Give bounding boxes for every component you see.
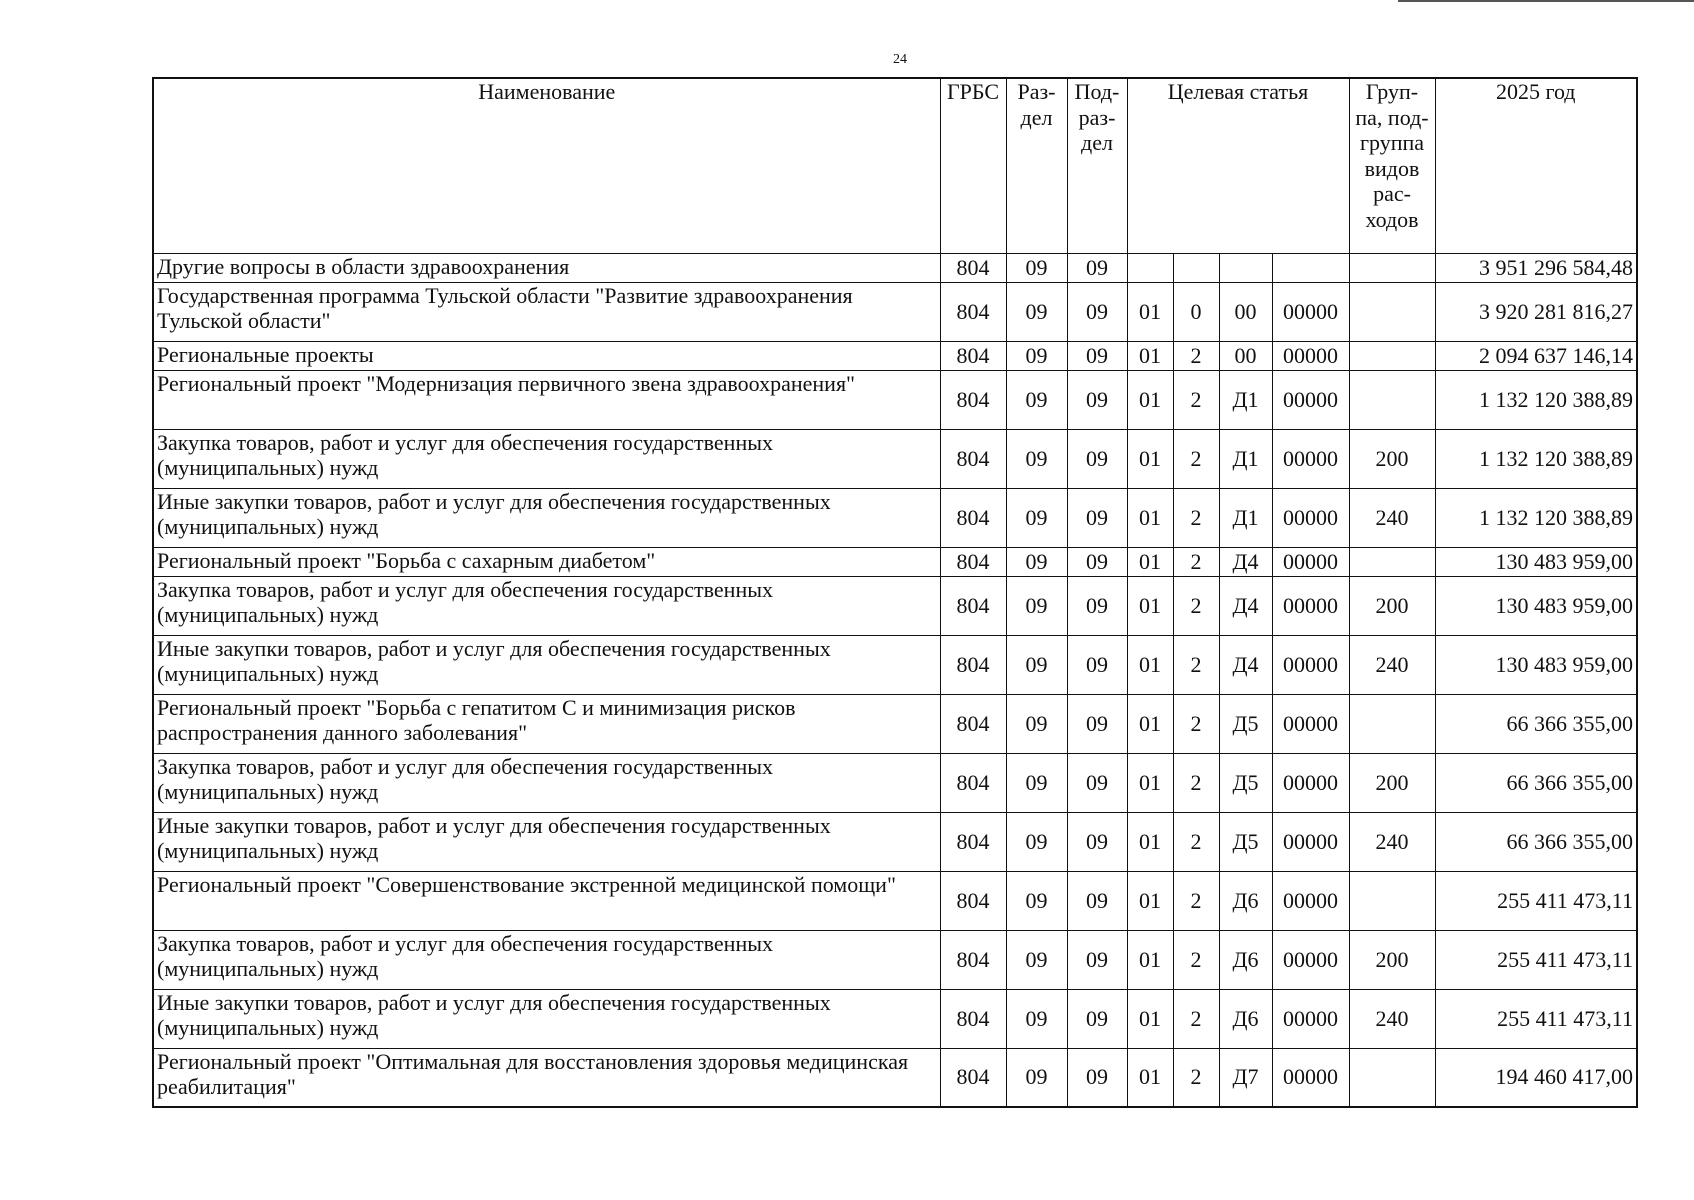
row-name: Иные закупки товаров, работ и услуг для обеспечения государственных (муниципальных) нужд bbox=[153, 812, 940, 871]
row-name: Закупка товаров, работ и услуг для обеспечения государственных (муниципальных) нужд bbox=[153, 429, 940, 488]
table-body bbox=[153, 253, 1637, 1107]
row-target-code: 00000 bbox=[1272, 576, 1349, 635]
top-edge-line bbox=[1398, 0, 1694, 2]
row-target-program: 01 bbox=[1127, 871, 1173, 930]
row-podrazdel: 09 bbox=[1067, 547, 1127, 576]
row-target-program: 01 bbox=[1127, 370, 1173, 429]
row-expense-group bbox=[1349, 282, 1435, 341]
row-target-code: 00000 bbox=[1272, 930, 1349, 989]
table-row bbox=[153, 341, 1637, 370]
row-target-type: 2 bbox=[1173, 547, 1219, 576]
row-target-program: 01 bbox=[1127, 989, 1173, 1048]
row-target-program: 01 bbox=[1127, 694, 1173, 753]
row-razdel: 09 bbox=[1006, 871, 1067, 930]
row-target-direction: Д4 bbox=[1219, 635, 1272, 694]
row-expense-group: 200 bbox=[1349, 576, 1435, 635]
row-target-program: 01 bbox=[1127, 282, 1173, 341]
row-name: Государственная программа Тульской области "Развитие здравоохранения Тульской области" bbox=[153, 282, 940, 341]
row-target-program: 01 bbox=[1127, 547, 1173, 576]
row-target-code: 00000 bbox=[1272, 635, 1349, 694]
header-name: Наименование bbox=[153, 78, 940, 253]
row-podrazdel: 09 bbox=[1067, 282, 1127, 341]
row-podrazdel: 09 bbox=[1067, 635, 1127, 694]
row-podrazdel: 09 bbox=[1067, 812, 1127, 871]
row-razdel: 09 bbox=[1006, 694, 1067, 753]
row-target-program: 01 bbox=[1127, 488, 1173, 547]
row-razdel: 09 bbox=[1006, 989, 1067, 1048]
row-target-type: 2 bbox=[1173, 753, 1219, 812]
row-name: Закупка товаров, работ и услуг для обеспечения государственных (муниципальных) нужд bbox=[153, 576, 940, 635]
row-podrazdel: 09 bbox=[1067, 930, 1127, 989]
row-target-code: 00000 bbox=[1272, 547, 1349, 576]
header-row bbox=[153, 78, 1637, 253]
row-podrazdel: 09 bbox=[1067, 989, 1127, 1048]
row-grbs: 804 bbox=[940, 547, 1006, 576]
row-amount: 130 483 959,00 bbox=[1435, 547, 1637, 576]
row-amount: 1 132 120 388,89 bbox=[1435, 370, 1637, 429]
row-amount: 130 483 959,00 bbox=[1435, 635, 1637, 694]
table-row bbox=[153, 547, 1637, 576]
row-grbs: 804 bbox=[940, 253, 1006, 282]
row-amount: 1 132 120 388,89 bbox=[1435, 488, 1637, 547]
budget-table bbox=[152, 77, 1638, 1108]
row-expense-group bbox=[1349, 871, 1435, 930]
row-amount: 66 366 355,00 bbox=[1435, 694, 1637, 753]
row-expense-group: 240 bbox=[1349, 812, 1435, 871]
row-target-type bbox=[1173, 253, 1219, 282]
row-grbs: 804 bbox=[940, 576, 1006, 635]
row-amount: 255 411 473,11 bbox=[1435, 930, 1637, 989]
row-target-program: 01 bbox=[1127, 753, 1173, 812]
row-target-program: 01 bbox=[1127, 930, 1173, 989]
row-razdel: 09 bbox=[1006, 635, 1067, 694]
row-target-code: 00000 bbox=[1272, 429, 1349, 488]
row-target-direction: Д4 bbox=[1219, 547, 1272, 576]
row-target-program: 01 bbox=[1127, 341, 1173, 370]
row-expense-group: 200 bbox=[1349, 429, 1435, 488]
table-row bbox=[153, 694, 1637, 753]
row-target-direction: Д1 bbox=[1219, 370, 1272, 429]
row-razdel: 09 bbox=[1006, 1048, 1067, 1107]
row-razdel: 09 bbox=[1006, 488, 1067, 547]
row-target-code: 00000 bbox=[1272, 871, 1349, 930]
header-target-article: Целевая статья bbox=[1127, 78, 1349, 253]
row-amount: 2 094 637 146,14 bbox=[1435, 341, 1637, 370]
row-target-direction: Д5 bbox=[1219, 812, 1272, 871]
row-podrazdel: 09 bbox=[1067, 370, 1127, 429]
row-razdel: 09 bbox=[1006, 753, 1067, 812]
table-row bbox=[153, 429, 1637, 488]
row-grbs: 804 bbox=[940, 635, 1006, 694]
row-target-program: 01 bbox=[1127, 576, 1173, 635]
row-grbs: 804 bbox=[940, 871, 1006, 930]
table-row bbox=[153, 282, 1637, 341]
row-amount: 66 366 355,00 bbox=[1435, 812, 1637, 871]
table-row bbox=[153, 1048, 1637, 1107]
row-expense-group: 200 bbox=[1349, 930, 1435, 989]
row-grbs: 804 bbox=[940, 694, 1006, 753]
row-grbs: 804 bbox=[940, 429, 1006, 488]
row-target-direction: Д4 bbox=[1219, 576, 1272, 635]
row-grbs: 804 bbox=[940, 488, 1006, 547]
row-target-program: 01 bbox=[1127, 635, 1173, 694]
row-target-direction: Д5 bbox=[1219, 753, 1272, 812]
row-amount: 3 920 281 816,27 bbox=[1435, 282, 1637, 341]
row-expense-group bbox=[1349, 547, 1435, 576]
table-row bbox=[153, 370, 1637, 429]
row-name: Иные закупки товаров, работ и услуг для обеспечения государственных (муниципальных) нужд bbox=[153, 635, 940, 694]
row-target-code: 00000 bbox=[1272, 282, 1349, 341]
row-name: Другие вопросы в области здравоохранения bbox=[153, 253, 940, 282]
row-target-type: 2 bbox=[1173, 341, 1219, 370]
row-expense-group bbox=[1349, 370, 1435, 429]
row-razdel: 09 bbox=[1006, 576, 1067, 635]
row-target-direction: 00 bbox=[1219, 282, 1272, 341]
row-target-type: 2 bbox=[1173, 635, 1219, 694]
row-podrazdel: 09 bbox=[1067, 576, 1127, 635]
table-row bbox=[153, 576, 1637, 635]
row-target-program bbox=[1127, 253, 1173, 282]
row-amount: 1 132 120 388,89 bbox=[1435, 429, 1637, 488]
row-grbs: 804 bbox=[940, 989, 1006, 1048]
row-podrazdel: 09 bbox=[1067, 753, 1127, 812]
table-row bbox=[153, 930, 1637, 989]
row-target-code: 00000 bbox=[1272, 753, 1349, 812]
table-row bbox=[153, 812, 1637, 871]
row-expense-group bbox=[1349, 1048, 1435, 1107]
row-razdel: 09 bbox=[1006, 370, 1067, 429]
row-expense-group bbox=[1349, 694, 1435, 753]
row-target-type: 2 bbox=[1173, 930, 1219, 989]
row-razdel: 09 bbox=[1006, 429, 1067, 488]
row-target-program: 01 bbox=[1127, 812, 1173, 871]
row-razdel: 09 bbox=[1006, 341, 1067, 370]
row-target-code: 00000 bbox=[1272, 370, 1349, 429]
row-expense-group: 240 bbox=[1349, 488, 1435, 547]
row-grbs: 804 bbox=[940, 341, 1006, 370]
row-name: Региональный проект "Модернизация первичного звена здравоохранения" bbox=[153, 370, 940, 429]
table-row bbox=[153, 753, 1637, 812]
row-name: Иные закупки товаров, работ и услуг для обеспечения государственных (муниципальных) нужд bbox=[153, 989, 940, 1048]
row-name: Закупка товаров, работ и услуг для обеспечения государственных (муниципальных) нужд bbox=[153, 753, 940, 812]
row-target-type: 2 bbox=[1173, 429, 1219, 488]
row-target-direction bbox=[1219, 253, 1272, 282]
row-podrazdel: 09 bbox=[1067, 429, 1127, 488]
row-amount: 130 483 959,00 bbox=[1435, 576, 1637, 635]
row-name: Региональный проект "Оптимальная для восстановления здоровья медицинская реабилитация" bbox=[153, 1048, 940, 1107]
row-target-type: 2 bbox=[1173, 488, 1219, 547]
row-target-direction: Д7 bbox=[1219, 1048, 1272, 1107]
row-target-code: 00000 bbox=[1272, 989, 1349, 1048]
row-target-type: 2 bbox=[1173, 370, 1219, 429]
table-row bbox=[153, 871, 1637, 930]
row-target-direction: Д5 bbox=[1219, 694, 1272, 753]
row-target-code: 00000 bbox=[1272, 1048, 1349, 1107]
row-grbs: 804 bbox=[940, 753, 1006, 812]
row-target-direction: Д1 bbox=[1219, 429, 1272, 488]
row-name: Региональные проекты bbox=[153, 341, 940, 370]
row-grbs: 804 bbox=[940, 370, 1006, 429]
row-target-code: 00000 bbox=[1272, 488, 1349, 547]
row-target-direction: 00 bbox=[1219, 341, 1272, 370]
row-target-type: 2 bbox=[1173, 812, 1219, 871]
row-target-type: 2 bbox=[1173, 576, 1219, 635]
row-name: Иные закупки товаров, работ и услуг для обеспечения государственных (муниципальных) нужд bbox=[153, 488, 940, 547]
row-amount: 66 366 355,00 bbox=[1435, 753, 1637, 812]
row-target-direction: Д1 bbox=[1219, 488, 1272, 547]
row-target-code: 00000 bbox=[1272, 694, 1349, 753]
header-expense-group: Груп-па, под-группа видов рас-ходов bbox=[1349, 78, 1435, 253]
row-podrazdel: 09 bbox=[1067, 694, 1127, 753]
header-year: 2025 год bbox=[1435, 78, 1637, 253]
row-podrazdel: 09 bbox=[1067, 488, 1127, 547]
row-expense-group: 240 bbox=[1349, 635, 1435, 694]
row-target-direction: Д6 bbox=[1219, 930, 1272, 989]
page-number: 24 bbox=[893, 52, 907, 67]
row-target-type: 2 bbox=[1173, 694, 1219, 753]
row-razdel: 09 bbox=[1006, 547, 1067, 576]
row-expense-group: 200 bbox=[1349, 753, 1435, 812]
row-target-type: 2 bbox=[1173, 1048, 1219, 1107]
row-grbs: 804 bbox=[940, 1048, 1006, 1107]
header-grbs: ГРБС bbox=[940, 78, 1006, 253]
row-name: Региональный проект "Совершенствование экстренной медицинской помощи" bbox=[153, 871, 940, 930]
row-razdel: 09 bbox=[1006, 812, 1067, 871]
row-grbs: 804 bbox=[940, 812, 1006, 871]
row-razdel: 09 bbox=[1006, 282, 1067, 341]
table-row bbox=[153, 253, 1637, 282]
row-target-type: 0 bbox=[1173, 282, 1219, 341]
row-razdel: 09 bbox=[1006, 253, 1067, 282]
row-target-code: 00000 bbox=[1272, 812, 1349, 871]
row-target-type: 2 bbox=[1173, 871, 1219, 930]
row-expense-group: 240 bbox=[1349, 989, 1435, 1048]
header-podrazdel: Под-раз-дел bbox=[1067, 78, 1127, 253]
row-name: Закупка товаров, работ и услуг для обеспечения государственных (муниципальных) нужд bbox=[153, 930, 940, 989]
row-target-direction: Д6 bbox=[1219, 871, 1272, 930]
row-name: Региональный проект "Борьба с гепатитом С и минимизация рисков распространения данного заболевания" bbox=[153, 694, 940, 753]
row-target-program: 01 bbox=[1127, 1048, 1173, 1107]
row-target-code: 00000 bbox=[1272, 341, 1349, 370]
row-grbs: 804 bbox=[940, 282, 1006, 341]
row-podrazdel: 09 bbox=[1067, 253, 1127, 282]
row-grbs: 804 bbox=[940, 930, 1006, 989]
row-expense-group bbox=[1349, 253, 1435, 282]
row-amount: 194 460 417,00 bbox=[1435, 1048, 1637, 1107]
row-expense-group bbox=[1349, 341, 1435, 370]
row-amount: 255 411 473,11 bbox=[1435, 871, 1637, 930]
table-row bbox=[153, 989, 1637, 1048]
table-row bbox=[153, 635, 1637, 694]
header-razdel: Раз-дел bbox=[1006, 78, 1067, 253]
row-podrazdel: 09 bbox=[1067, 871, 1127, 930]
row-amount: 3 951 296 584,48 bbox=[1435, 253, 1637, 282]
row-amount: 255 411 473,11 bbox=[1435, 989, 1637, 1048]
row-target-direction: Д6 bbox=[1219, 989, 1272, 1048]
row-razdel: 09 bbox=[1006, 930, 1067, 989]
row-target-program: 01 bbox=[1127, 429, 1173, 488]
row-target-code bbox=[1272, 253, 1349, 282]
row-target-type: 2 bbox=[1173, 989, 1219, 1048]
row-podrazdel: 09 bbox=[1067, 341, 1127, 370]
table-row bbox=[153, 488, 1637, 547]
row-name: Региональный проект "Борьба с сахарным диабетом" bbox=[153, 547, 940, 576]
row-podrazdel: 09 bbox=[1067, 1048, 1127, 1107]
